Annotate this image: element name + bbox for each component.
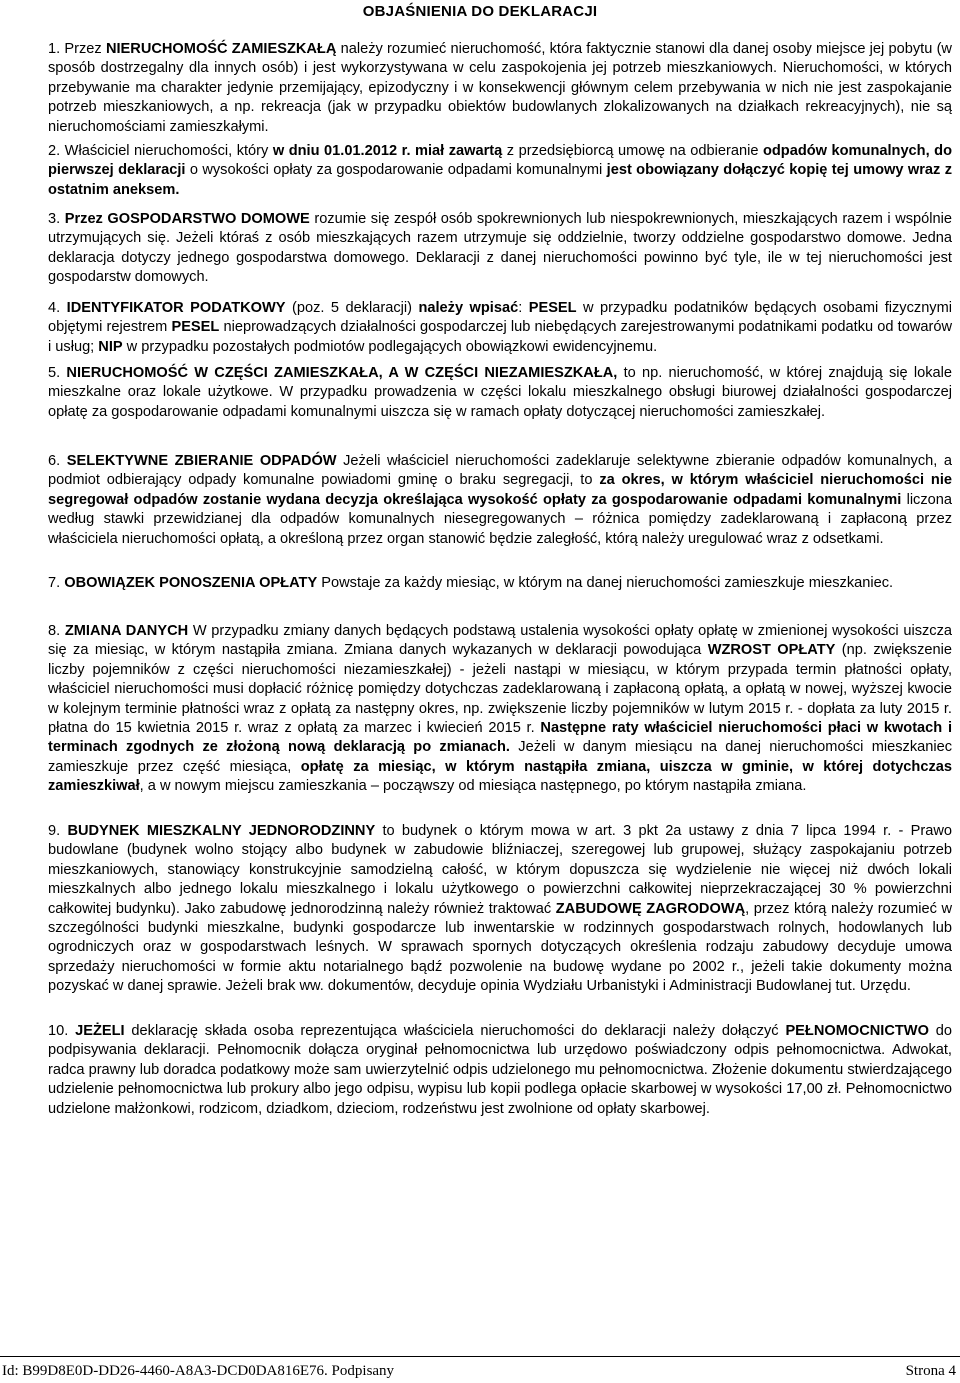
- explanation-item-3: [48, 210, 952, 288]
- bold-text-segment: Następne raty właściciel nieruchomości płaci w kwotach i terminach zgodnych ze złożoną nową deklaracją po zmianach.: [48, 720, 952, 756]
- text-segment: 4.: [48, 300, 67, 316]
- bold-text-segment: NIERUCHOMOŚĆ W CZĘŚCI ZAMIESZKAŁA, A W CZĘŚCI NIEZAMIESZKAŁA,: [66, 365, 618, 381]
- bold-text-segment: w dniu 01.01.2012 r. miał zawartą: [272, 143, 503, 159]
- text-segment: (poz. 5 deklaracji): [285, 300, 419, 316]
- text-segment: w przypadku pozostałych podmiotów podlegających obowiązkowi ewidencyjnemu.: [122, 338, 658, 355]
- bold-text-segment: Przez GOSPODARSTWO DOMOWE: [64, 211, 310, 227]
- document-id: Id: B99D8E0D-DD26-4460-A8A3-DCD0DA816E76. Podpisany: [2, 1363, 395, 1379]
- explanation-item-7: [48, 574, 952, 593]
- text-segment: 6.: [48, 453, 67, 469]
- text-segment: 10.: [48, 1023, 76, 1039]
- explanation-item-5: [48, 364, 952, 422]
- text-segment: do podpisywania deklaracji. Pełnomocnik dołącza oryginał pełnomocnictwa lub urzędowo poświadczony odpis pełnomocnictwa. Adwokat, radca prawny lub doradca podatkowy może sam uwierzytelnić odpis udzielonego mu pełnomocnictwa. Złożenie dokumentu stwierdzającego udzielenie pełnomocnictwa lub prokury albo jego odpisu, wypisu lub kopii podlega opłacie skarbowej w wysokości 17,00 zł. Pełnomocnictwo udzielone małżonkowi, rodzicom, dziadkom, dzieciom, rodzeństwu jest zwolnione od opłaty skarbowej.: [48, 1023, 953, 1117]
- text-segment: w przypadku podatników będących osobami fizycznymi objętymi rejestrem: [48, 300, 953, 336]
- bold-text-segment: PEŁNOMOCNICTWO: [785, 1023, 929, 1039]
- text-segment: W przypadku zmiany danych będących podstawą ustalenia wysokości opłaty opłatę w zmienionej wysokości uiszcza się za miesiąc, w którym nastąpiła zmiana. Zmiana danych wykazanych w deklaracji powodująca: [48, 623, 952, 659]
- bold-text-segment: jest obowiązany dołączyć kopię tej umowy wraz z ostatnim aneksem.: [48, 162, 952, 198]
- text-segment: , a w nowym miejscu zamieszkania – począwszy od miesiąca następnego, po którym nastąpiła zmiana.: [139, 778, 807, 795]
- text-segment: to budynek o którym mowa w art. 3 pkt 2a ustawy z dnia 7 lipca 1994 r. - Prawo budowlane (budynek wolno stojący albo budynek w zabudowie bliźniaczej, szeregowej lub grupowej, służący zaspokajaniu potrzeb mieszkaniowych, stanowiący konstrukcyjnie samodzielną całość, w którym dopuszcza się wydzielenie nie więcej niż dwóch lokali mieszkalnych albo jednego lokalu mieszkalnego i lokalu użytkowego o powierzchni całkowitej nieprzekraczającej 30 % powierzchni całkowitej budynku). Jako zabudowę jednorodzinną należy również traktować: [48, 823, 952, 917]
- bold-text-segment: należy wpisać: [418, 300, 519, 316]
- text-segment: 2. Właściciel nieruchomości, który: [48, 143, 273, 159]
- text-segment: Jeżeli właściciel nieruchomości zadeklaruje selektywne zbieranie odpadów komunalnych, a podmiot odbierający odpady komunalne powiadomi gminę o braku segregacji, to: [48, 453, 952, 489]
- bold-text-segment: NIP: [98, 338, 123, 355]
- text-segment: 1. Przez: [48, 41, 106, 57]
- page-number: Strona 4: [905, 1363, 956, 1379]
- text-segment: 8.: [48, 623, 65, 639]
- bold-text-segment: PESEL: [528, 300, 577, 316]
- bold-text-segment: SELEKTYWNE ZBIERANIE ODPADÓW: [66, 453, 337, 469]
- page-title: OBJAŚNIENIA DO DEKLARACJI: [362, 3, 598, 20]
- text-segment: 7.: [48, 575, 65, 591]
- explanation-item-6: [48, 452, 952, 549]
- bold-text-segment: IDENTYFIKATOR PODATKOWY: [66, 300, 286, 316]
- explanation-item-2: [48, 142, 952, 200]
- text-segment: :: [518, 300, 529, 316]
- bold-text-segment: ZMIANA DANYCH: [64, 623, 189, 639]
- text-segment: 5.: [48, 365, 67, 381]
- page-footer: [0, 1356, 960, 1383]
- text-segment: deklarację składa osoba reprezentująca właściciela nieruchomości do deklaracji należy dołączyć: [124, 1023, 786, 1039]
- text-segment: z przedsiębiorcą umowę na odbieranie: [502, 143, 763, 159]
- text-segment: Jeżeli w danym miesiącu na danej nieruchomości mieszkaniec zamieszkuje przez część miesiąca,: [48, 739, 952, 775]
- bold-text-segment: OBOWIĄZEK PONOSZENIA OPŁATY: [64, 575, 318, 591]
- bold-text-segment: odpadów komunalnych, do pierwszej deklaracji: [48, 143, 952, 179]
- text-segment: należy rozumieć nieruchomość, która faktycznie stanowi dla danej osoby miejsce jej pobytu (w sposób dostrzegalny dla innych osób) i jest wykorzystywana w celu zaspokojenia jej potrzeb mieszkaniowych. Nieruchomości, w których przebywanie ma charakter jedynie przemijający, epizodyczny i w konsekwencji głównym celem przebywania w nich nie jest zaspokajanie potrzeb mieszkaniowych, a np. rekreacja (jak w przypadku obiektów budowlanych zlokalizowanych na działkach rekreacyjnych), nie są nieruchomościami zamieszkałymi.: [48, 41, 952, 135]
- bold-text-segment: za okres, w którym właściciel nieruchomości nie segregował odpadów zostanie wydana decyzja określająca wysokość opłaty za gospodarowanie odpadami komunalnymi: [48, 472, 952, 508]
- explanation-item-10: [48, 1022, 952, 1119]
- bold-text-segment: BUDYNEK MIESZKALNY JEDNORODZINNY: [67, 823, 376, 839]
- text-segment: 9.: [48, 823, 68, 839]
- text-segment: rozumie się zespół osób spokrewnionych lub niespokrewnionych, mieszkających razem i wspólnie utrzymujących się. Jeżeli któraś z osób mieszkających razem utrzymuje się oddzielnie, tworzy oddzielne gospodarstwo domowe. Jedna deklaracja dotyczy jednego gospodarstwa domowego. Deklaracji z danej nieruchomości powinno być tyle, ile w tej nieruchomości jest gospodarstw domowych.: [48, 211, 952, 286]
- explanation-item-4: [48, 299, 952, 357]
- text-segment: liczona według stawki przewidzianej dla odpadów komunalnych niesegregowanych – różnica pomiędzy zadeklarowaną i zapłaconą przez właściciela nieruchomości opłatą, a określoną przez organ stanowić będzie zaległość, którą należy uregulować wraz z odsetkami.: [48, 491, 953, 547]
- bold-text-segment: NIERUCHOMOŚĆ ZAMIESZKAŁĄ: [105, 41, 337, 57]
- text-segment: , przez którą należy rozumieć w szczególności budynki mieszkalne, budynki gospodarcze lub inwentarskie w rodzinnych gospodarstwach rolnych, hodowlanych lub ogrodniczych oraz w gospodarstwach leśnych. W sprawach spornych dotyczących określenia rodzaju zabudowy decyduje umowa sprzedaży nieruchomości w formie aktu notarialnego bądź pozwolenie na budowę wydane po 2002 r., jeżeli takie dokumenty można pozyskać w danej sprawie. Jeżeli brak ww. dokumentów, decyduje opinia Wydziału Urbanistyki i Administracji Budowlanej tut. Urzędu.: [48, 900, 953, 995]
- explanation-item-1: [48, 40, 952, 137]
- bold-text-segment: opłatę za miesiąc, w którym nastąpiła zmiana, uiszcza w gminie, w której dotychczas zamieszkiwał: [48, 758, 952, 795]
- text-segment: Powstaje za każdy miesiąc, w którym na danej nieruchomości zamieszkuje mieszkaniec.: [317, 575, 894, 591]
- explanation-item-8: [48, 622, 952, 797]
- bold-text-segment: JEŻELI: [75, 1023, 125, 1039]
- text-segment: to np. nieruchomość, w której znajdują się lokale mieszkalne oraz lokale użytkowe. W przypadku prowadzenia w części lokalu mieszkalnego obsługi biurowej działalności gospodarczej opłatę za gospodarowanie odpadami komunalnymi uiszcza się w ramach opłaty dotyczącej nieruchomości zamieszkałej.: [48, 365, 952, 420]
- text-segment: nieprowadzących działalności gospodarczej lub niebędących zarejestrowanymi podatnikami podatku od towarów i usług;: [48, 319, 952, 355]
- bold-text-segment: WZROST OPŁATY: [707, 642, 836, 659]
- text-segment: o wysokości opłaty za gospodarowanie odpadami komunalnymi: [185, 162, 607, 179]
- text-segment: 3.: [48, 211, 65, 227]
- text-segment: (np. zwiększenie liczby pojemników z części nieruchomości niezamieszkałej) - jeżeli nastąpi w miesiącu, w którym przypada termin płatności opłaty, właściciel nieruchomości musi dopłacić różnicę pomiędzy dotychczas zadeklarowaną i zapłaconą opłatą, a opłatą w nowej, wyższej kwocie w kolejnym terminie płatności wraz z opłatą za następny okres, np. zwiększenie liczby pojemników w lutym 2015 r. - dopłata za luty 2015 r. płatna do 15 kwietnia 2015 r. wraz z opłatą za marzec i kwiecień 2015 r.: [48, 642, 952, 737]
- bold-text-segment: ZABUDOWĘ ZAGRODOWĄ: [555, 900, 746, 917]
- explanation-item-9: [48, 822, 952, 997]
- bold-text-segment: PESEL: [171, 319, 220, 336]
